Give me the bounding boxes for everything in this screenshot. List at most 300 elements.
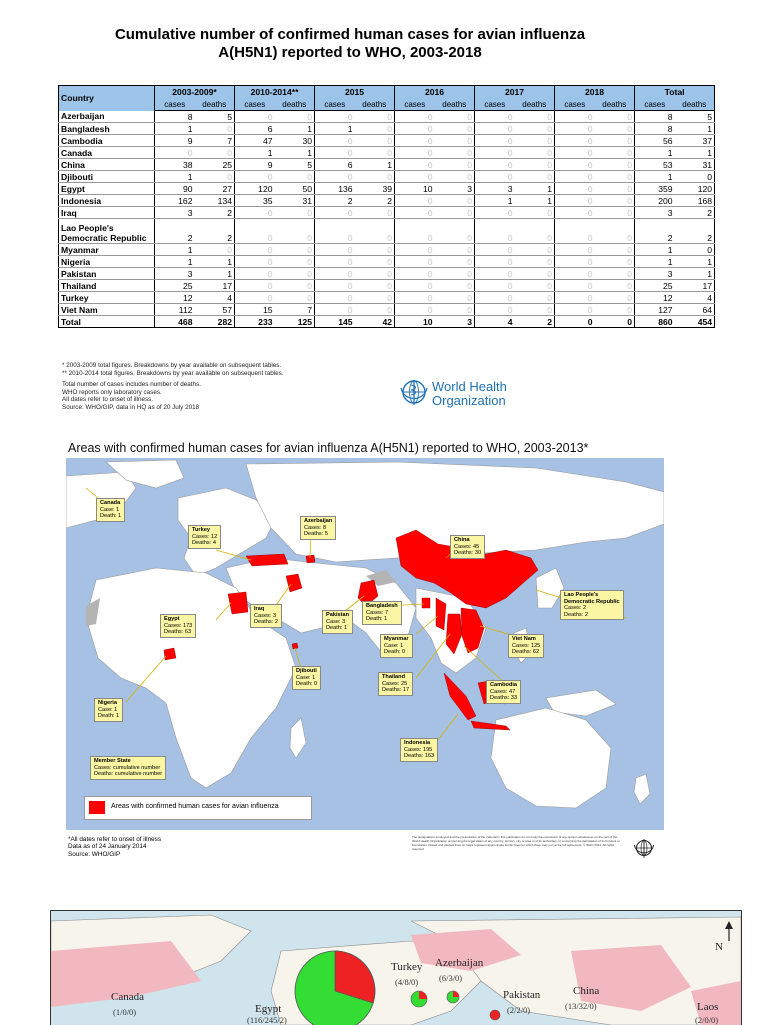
footnote: Total number of cases includes number of deaths.	[62, 381, 201, 388]
table-row	[59, 135, 715, 147]
deaths-cell: 0	[595, 280, 635, 292]
period-header: 2015	[315, 86, 395, 99]
deaths-cell: 0	[275, 280, 315, 292]
map-legend	[84, 796, 312, 820]
cases-cell: 8	[635, 111, 675, 123]
deaths-cell: 25	[195, 159, 235, 171]
cases-cell: 0	[235, 268, 275, 280]
cases-cell: 200	[635, 195, 675, 207]
cases-cell: 0	[555, 111, 595, 123]
legend-swatch	[89, 801, 105, 814]
footnote: WHO reports only laboratory cases.	[62, 388, 162, 396]
report-title	[60, 26, 640, 62]
country-cell: Total	[59, 316, 155, 328]
country-cell: Cambodia	[59, 135, 155, 147]
deaths-cell: 0	[595, 123, 635, 135]
deaths-cell: 2	[515, 316, 555, 328]
cases-cell: 0	[555, 219, 595, 244]
deaths-cell: 125	[275, 316, 315, 328]
cases-cell: 1	[235, 147, 275, 159]
cases-cell: 0	[555, 147, 595, 159]
deaths-column-header: deaths	[595, 98, 635, 111]
period-header: Total	[635, 86, 715, 99]
cases-cell: 0	[555, 195, 595, 207]
period-header: 2017	[475, 86, 555, 99]
deaths-cell: 0	[435, 219, 475, 244]
country-cell: Lao People's Democratic Republic	[59, 219, 155, 244]
cases-cell: 38	[155, 159, 195, 171]
country-cell: Azerbaijan	[59, 111, 155, 123]
who-emblem-icon	[398, 376, 430, 408]
deaths-cell: 0	[595, 316, 635, 328]
cases-cell: 12	[635, 292, 675, 304]
callout-bangladesh: Bangladesh Cases: 7 Death: 1	[362, 601, 402, 625]
cases-cell: 0	[315, 280, 355, 292]
cases-cell: 0	[315, 207, 355, 219]
deaths-cell: 4	[195, 292, 235, 304]
cases-cell: 2	[155, 219, 195, 244]
deaths-cell: 0	[275, 244, 315, 256]
country-cell: Iraq	[59, 207, 155, 219]
deaths-cell: 42	[355, 316, 395, 328]
country-cell: Bangladesh	[59, 123, 155, 135]
deaths-cell: 0	[435, 123, 475, 135]
cases-cell: 0	[395, 147, 435, 159]
cases-cell: 3	[635, 268, 675, 280]
cases-cell: 1	[635, 244, 675, 256]
deaths-cell: 0	[435, 280, 475, 292]
cases-cell: 53	[635, 159, 675, 171]
table-row	[59, 171, 715, 183]
cases-cell: 0	[475, 219, 515, 244]
deaths-cell: 2	[355, 195, 395, 207]
deaths-cell: 0	[355, 256, 395, 268]
bottom-map-sublabel: (2/0/0)	[695, 1015, 719, 1025]
cases-cell: 0	[315, 135, 355, 147]
bottom-map-label: Pakistan	[503, 989, 541, 1001]
country-cell: Viet Nam	[59, 304, 155, 316]
table-row	[59, 280, 715, 292]
deaths-cell: 0	[435, 195, 475, 207]
country-cell: Myanmar	[59, 244, 155, 256]
table-row	[59, 244, 715, 256]
cases-cell: 0	[475, 292, 515, 304]
cases-cell: 0	[475, 123, 515, 135]
deaths-cell: 1	[675, 147, 715, 159]
cases-cell: 9	[155, 135, 195, 147]
callout-pakistan: Pakistan Case: 3 Death: 1	[322, 610, 353, 634]
cases-cell: 0	[395, 304, 435, 316]
deaths-cell: 5	[675, 111, 715, 123]
period-header: 2010-2014**	[235, 86, 315, 99]
cases-column-header: cases	[235, 98, 275, 111]
cases-cell: 0	[315, 268, 355, 280]
turkey-pie	[411, 991, 427, 1007]
country-cell: Turkey	[59, 292, 155, 304]
deaths-cell: 0	[675, 171, 715, 183]
deaths-cell: 0	[355, 244, 395, 256]
deaths-cell: 0	[595, 304, 635, 316]
cases-cell: 25	[635, 280, 675, 292]
deaths-cell: 0	[515, 219, 555, 244]
deaths-cell: 1	[195, 256, 235, 268]
cases-cell: 1	[635, 171, 675, 183]
deaths-column-header: deaths	[355, 98, 395, 111]
deaths-cell: 0	[195, 147, 235, 159]
cases-cell: 0	[235, 280, 275, 292]
cases-cell: 0	[555, 304, 595, 316]
deaths-cell: 0	[355, 292, 395, 304]
report-title-line-2: A(H5N1) reported to WHO, 2003-2018	[218, 44, 482, 61]
table-footnotes	[62, 362, 284, 411]
deaths-cell: 0	[355, 268, 395, 280]
cases-cell: 2	[635, 219, 675, 244]
table-body	[59, 111, 715, 328]
cases-cell: 10	[395, 316, 435, 328]
cases-cell: 1	[155, 171, 195, 183]
map-title: Areas with confirmed human cases for avian influenza A(H5N1) reported to WHO, 2003-2013*	[68, 441, 589, 455]
deaths-cell: 0	[515, 135, 555, 147]
table-row	[59, 304, 715, 316]
deaths-cell: 0	[435, 256, 475, 268]
deaths-cell: 0	[515, 111, 555, 123]
cases-cell: 1	[155, 244, 195, 256]
pakistan-pie	[490, 1010, 500, 1020]
callout-azerbaijan: Azerbaijan Cases: 8 Deaths: 5	[300, 516, 336, 540]
period-header: 2018	[555, 86, 635, 99]
cases-cell: 0	[555, 268, 595, 280]
deaths-cell: 0	[355, 280, 395, 292]
table-row	[59, 256, 715, 268]
deaths-cell: 0	[355, 207, 395, 219]
table-row	[59, 316, 715, 328]
table-row	[59, 207, 715, 219]
cases-cell: 3	[155, 268, 195, 280]
deaths-cell: 37	[675, 135, 715, 147]
deaths-cell: 0	[355, 123, 395, 135]
cases-cell: 0	[395, 256, 435, 268]
deaths-cell: 0	[595, 159, 635, 171]
map-note: Data as of 24 January 2014	[68, 843, 147, 851]
bottom-map-sublabel: (2/2/0)	[507, 1005, 531, 1015]
cases-cell: 0	[475, 244, 515, 256]
deaths-column-header: deaths	[515, 98, 555, 111]
deaths-cell: 0	[515, 244, 555, 256]
report-title-line-1: Cumulative number of confirmed human cases for avian influenza	[114, 26, 586, 43]
cases-cell: 0	[555, 244, 595, 256]
deaths-cell: 0	[355, 171, 395, 183]
cases-column-header: cases	[155, 98, 195, 111]
period-header-row	[59, 86, 715, 99]
cases-cell: 0	[315, 147, 355, 159]
cases-table	[58, 85, 715, 328]
deaths-cell: 0	[435, 304, 475, 316]
deaths-cell: 0	[355, 219, 395, 244]
cases-cell: 0	[155, 147, 195, 159]
cases-cell: 0	[555, 171, 595, 183]
bottom-map-label: Azerbaijan	[435, 957, 484, 969]
deaths-cell: 0	[195, 123, 235, 135]
callout-member-state-key: Member State Cases: cumulative number Deaths: cumulative number	[90, 756, 166, 780]
cases-cell: 0	[235, 256, 275, 268]
table-row	[59, 219, 715, 244]
legend-label: Areas with confirmed human cases for avian influenza	[111, 803, 279, 810]
cases-cell: 0	[555, 123, 595, 135]
deaths-cell: 0	[275, 207, 315, 219]
bottom-map-sublabel: (13/32/0)	[565, 1001, 597, 1011]
cases-cell: 468	[155, 316, 195, 328]
cases-cell: 136	[315, 183, 355, 195]
cases-column-header: cases	[635, 98, 675, 111]
cases-cell: 0	[475, 207, 515, 219]
cases-cell: 2	[315, 195, 355, 207]
cases-column-header: cases	[315, 98, 355, 111]
deaths-column-header: deaths	[435, 98, 475, 111]
deaths-cell: 0	[515, 207, 555, 219]
country-cell: Pakistan	[59, 268, 155, 280]
deaths-cell: 30	[275, 135, 315, 147]
table-row	[59, 159, 715, 171]
deaths-cell: 0	[595, 135, 635, 147]
cases-cell: 233	[235, 316, 275, 328]
callout-nigeria: Nigeria Case: 1 Death: 1	[94, 698, 123, 722]
bottom-map-label: Canada	[111, 991, 144, 1003]
bottom-map-sublabel: (4/8/0)	[395, 977, 419, 987]
deaths-cell: 0	[275, 256, 315, 268]
cases-cell: 0	[315, 171, 355, 183]
table-row	[59, 111, 715, 123]
deaths-cell: 0	[275, 292, 315, 304]
deaths-cell: 0	[515, 123, 555, 135]
country-cell: Djibouti	[59, 171, 155, 183]
deaths-cell: 4	[675, 292, 715, 304]
deaths-cell: 0	[595, 292, 635, 304]
deaths-cell: 0	[595, 268, 635, 280]
map-disclaimer: The designations employed and the presentation of the material in this publication do not imply the expression of any opinion whatsoever on the part of the World Health Organization concerning the legal status of any country, territory, city or area or of its authorities, or concerning the delimitation of its frontiers or boundaries. Dotted and dashed lines on maps represent approximate border lines for which there may not yet be full agreement. © WHO 2014. All rights reserved	[412, 835, 620, 851]
deaths-cell: 17	[675, 280, 715, 292]
deaths-cell: 2	[675, 207, 715, 219]
deaths-cell: 120	[675, 183, 715, 195]
deaths-cell: 31	[275, 195, 315, 207]
cases-cell: 0	[315, 292, 355, 304]
deaths-cell: 1	[275, 123, 315, 135]
deaths-cell: 0	[355, 135, 395, 147]
cases-cell: 0	[555, 135, 595, 147]
cases-cell: 1	[155, 123, 195, 135]
deaths-cell: 0	[515, 147, 555, 159]
deaths-cell: 27	[195, 183, 235, 195]
deaths-cell: 0	[515, 280, 555, 292]
table-row	[59, 147, 715, 159]
deaths-cell: 0	[435, 159, 475, 171]
cases-cell: 860	[635, 316, 675, 328]
callout-myanmar: Myanmar Case: 1 Death: 0	[380, 634, 413, 658]
deaths-cell: 0	[435, 244, 475, 256]
cases-cell: 112	[155, 304, 195, 316]
cases-cell: 0	[475, 171, 515, 183]
cases-cell: 12	[155, 292, 195, 304]
deaths-cell: 7	[195, 135, 235, 147]
deaths-cell: 39	[355, 183, 395, 195]
deaths-cell: 0	[275, 111, 315, 123]
deaths-cell: 0	[275, 219, 315, 244]
azerbaijan-pie	[447, 991, 459, 1003]
deaths-cell: 1	[195, 268, 235, 280]
deaths-cell: 1	[515, 183, 555, 195]
deaths-cell: 1	[355, 159, 395, 171]
deaths-cell: 7	[275, 304, 315, 316]
deaths-cell: 0	[435, 147, 475, 159]
cases-cell: 1	[475, 195, 515, 207]
callout-egypt: Egypt Cases: 173 Deaths: 63	[160, 614, 196, 638]
cases-column-header: cases	[555, 98, 595, 111]
cases-cell: 0	[475, 147, 515, 159]
cases-cell: 0	[475, 159, 515, 171]
cases-cell: 0	[235, 219, 275, 244]
footnote-source: Source: WHO/GIP, data in HQ as of 20 July 2018	[62, 403, 200, 411]
country-column-header: Country	[59, 86, 155, 111]
cases-cell: 0	[235, 292, 275, 304]
deaths-cell: 57	[195, 304, 235, 316]
deaths-cell: 50	[275, 183, 315, 195]
cases-cell: 35	[235, 195, 275, 207]
bottom-map-label: Egypt	[255, 1003, 282, 1015]
cases-cell: 0	[315, 244, 355, 256]
deaths-cell: 0	[595, 171, 635, 183]
country-cell: Indonesia	[59, 195, 155, 207]
deaths-cell: 64	[675, 304, 715, 316]
deaths-cell: 2	[195, 207, 235, 219]
cases-cell: 0	[475, 256, 515, 268]
period-header: 2016	[395, 86, 475, 99]
deaths-cell: 0	[515, 159, 555, 171]
callout-canada: Canada Case: 1 Death: 1	[96, 498, 125, 522]
cases-cell: 3	[475, 183, 515, 195]
deaths-cell: 134	[195, 195, 235, 207]
deaths-cell: 0	[435, 135, 475, 147]
table-row	[59, 292, 715, 304]
cases-cell: 0	[395, 111, 435, 123]
period-header: 2003-2009*	[155, 86, 235, 99]
cases-cell: 0	[395, 292, 435, 304]
deaths-cell: 1	[515, 195, 555, 207]
north-label: N	[715, 941, 723, 953]
avian-influenza-map	[66, 458, 664, 830]
cases-cell: 0	[315, 111, 355, 123]
cases-cell: 0	[395, 280, 435, 292]
cases-cell: 0	[235, 171, 275, 183]
cases-cell: 0	[555, 159, 595, 171]
deaths-cell: 0	[515, 268, 555, 280]
bottom-map-sublabel: (1/0/0)	[113, 1007, 137, 1017]
deaths-cell: 0	[435, 171, 475, 183]
deaths-cell: 2	[675, 219, 715, 244]
map-notes	[68, 836, 161, 858]
who-wordmark	[432, 380, 507, 408]
cases-cell: 90	[155, 183, 195, 195]
cases-column-header: cases	[475, 98, 515, 111]
deaths-cell: 0	[195, 171, 235, 183]
callout-djibouti: Djibouti Case: 1 Death: 0	[292, 666, 321, 690]
callout-cambodia: Cambodia Cases: 47 Deaths: 33	[486, 680, 521, 704]
cases-cell: 0	[395, 123, 435, 135]
callout-indonesia: Indonesia Cases: 195 Deaths: 163	[400, 738, 438, 762]
deaths-cell: 0	[275, 268, 315, 280]
deaths-cell: 1	[675, 123, 715, 135]
country-cell: Canada	[59, 147, 155, 159]
bottom-map-label: China	[573, 985, 600, 997]
cases-cell: 4	[475, 316, 515, 328]
cases-cell: 0	[555, 292, 595, 304]
deaths-cell: 1	[675, 256, 715, 268]
bottom-map-label: Laos	[697, 1001, 719, 1013]
cases-cell: 1	[155, 256, 195, 268]
cases-cell: 0	[235, 111, 275, 123]
table-row	[59, 123, 715, 135]
deaths-cell: 1	[275, 147, 315, 159]
cases-cell: 3	[635, 207, 675, 219]
cases-cell: 0	[475, 268, 515, 280]
cases-cell: 1	[635, 256, 675, 268]
deaths-cell: 282	[195, 316, 235, 328]
who-wordmark-line-1: World Health	[432, 379, 507, 394]
footnote: All dates refer to onset of illness.	[62, 396, 154, 403]
cases-cell: 1	[315, 123, 355, 135]
deaths-cell: 454	[675, 316, 715, 328]
deaths-cell: 0	[435, 207, 475, 219]
country-cell: China	[59, 159, 155, 171]
cases-cell: 0	[395, 135, 435, 147]
deaths-cell: 3	[435, 316, 475, 328]
deaths-cell: 0	[595, 195, 635, 207]
cases-cell: 0	[475, 111, 515, 123]
bottom-map-label: Turkey	[391, 961, 423, 973]
who-emblem-small-icon	[632, 836, 656, 860]
cases-cell: 162	[155, 195, 195, 207]
cases-cell: 0	[395, 171, 435, 183]
deaths-cell: 0	[595, 183, 635, 195]
deaths-cell: 0	[595, 244, 635, 256]
deaths-cell: 5	[275, 159, 315, 171]
deaths-cell: 0	[275, 171, 315, 183]
cases-cell: 47	[235, 135, 275, 147]
cases-cell: 0	[235, 207, 275, 219]
deaths-cell: 0	[595, 219, 635, 244]
cases-cell: 0	[235, 244, 275, 256]
deaths-column-header: deaths	[195, 98, 235, 111]
cases-cell: 6	[315, 159, 355, 171]
deaths-cell: 0	[595, 147, 635, 159]
cases-cell: 0	[555, 183, 595, 195]
cases-cell: 8	[635, 123, 675, 135]
egypt-pie	[295, 951, 375, 1025]
cases-cell: 359	[635, 183, 675, 195]
cases-cell: 0	[395, 195, 435, 207]
callout-thailand: Thailand Cases: 25 Deaths: 17	[378, 672, 413, 696]
cases-cell: 56	[635, 135, 675, 147]
deaths-cell: 0	[595, 111, 635, 123]
cases-cell: 0	[395, 244, 435, 256]
bottom-map-sublabel: (6/3/0)	[439, 973, 463, 983]
cases-cell: 0	[555, 207, 595, 219]
callout-china: China Cases: 45 Deaths: 30	[450, 535, 485, 559]
bottom-map-sublabel: (116/245/2)	[247, 1015, 287, 1025]
deaths-cell: 1	[675, 268, 715, 280]
cases-cell: 127	[635, 304, 675, 316]
cases-cell: 0	[315, 219, 355, 244]
deaths-cell: 0	[675, 244, 715, 256]
cases-cell: 145	[315, 316, 355, 328]
